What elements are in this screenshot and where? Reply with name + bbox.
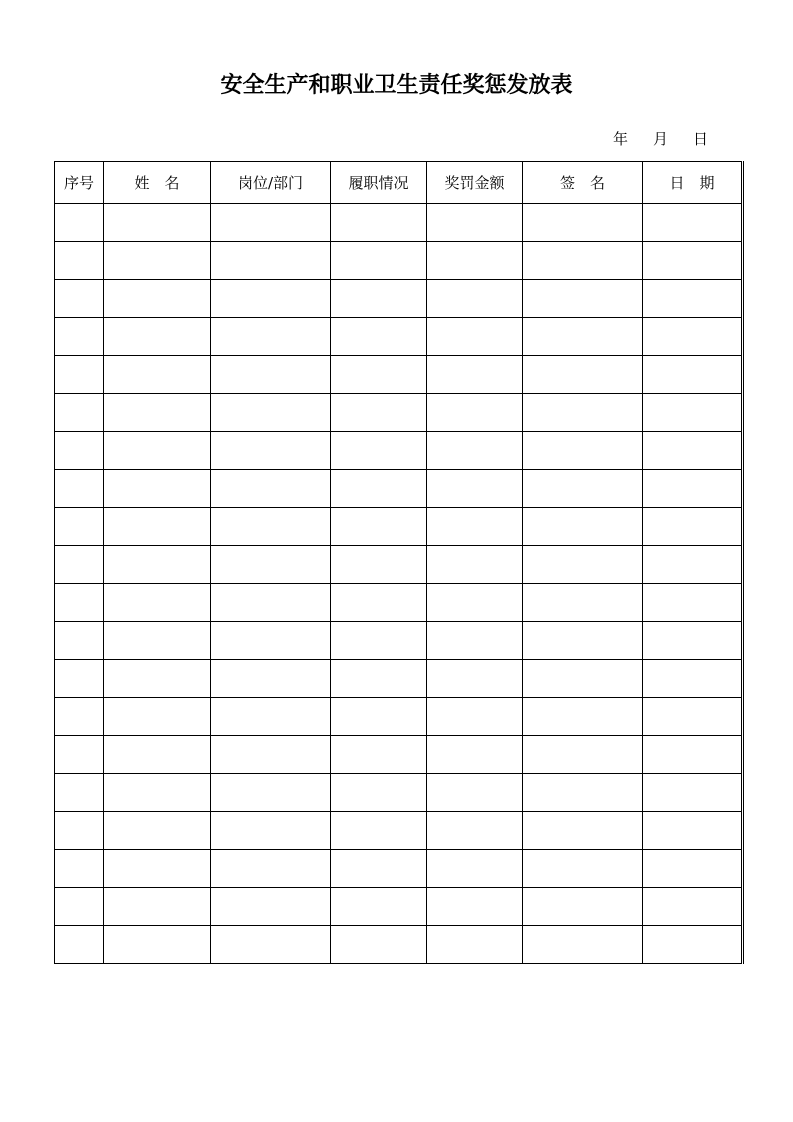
date-cell[interactable] xyxy=(643,622,743,660)
name-cell[interactable] xyxy=(104,508,211,546)
name-cell[interactable] xyxy=(104,584,211,622)
signature-cell[interactable] xyxy=(523,432,643,470)
signature-cell[interactable] xyxy=(523,394,643,432)
header-duty-performance: 履职情况 xyxy=(331,162,427,204)
serial-number-cell[interactable] xyxy=(55,204,104,242)
duty-performance-cell[interactable] xyxy=(331,204,427,242)
table-row xyxy=(55,774,743,812)
position-department-cell[interactable] xyxy=(211,926,331,964)
serial-number-cell[interactable] xyxy=(55,736,104,774)
name-cell[interactable] xyxy=(104,356,211,394)
amount-cell[interactable] xyxy=(427,280,523,318)
table-row xyxy=(55,888,743,926)
amount-cell[interactable] xyxy=(427,508,523,546)
table-row xyxy=(55,584,743,622)
name-cell[interactable] xyxy=(104,470,211,508)
date-month-label: 月 xyxy=(653,130,669,148)
signature-cell[interactable] xyxy=(523,698,643,736)
signature-cell[interactable] xyxy=(523,736,643,774)
duty-performance-cell[interactable] xyxy=(331,546,427,584)
name-cell[interactable] xyxy=(104,926,211,964)
position-department-cell[interactable] xyxy=(211,470,331,508)
signature-cell[interactable] xyxy=(523,926,643,964)
position-department-cell[interactable] xyxy=(211,698,331,736)
signature-cell[interactable] xyxy=(523,280,643,318)
table-header-row xyxy=(55,162,743,204)
position-department-cell[interactable] xyxy=(211,622,331,660)
duty-performance-cell[interactable] xyxy=(331,736,427,774)
duty-performance-cell[interactable] xyxy=(331,242,427,280)
duty-performance-cell[interactable] xyxy=(331,394,427,432)
table-row xyxy=(55,508,743,546)
duty-performance-cell[interactable] xyxy=(331,318,427,356)
position-department-cell[interactable] xyxy=(211,812,331,850)
table-row xyxy=(55,926,743,964)
position-department-cell[interactable] xyxy=(211,584,331,622)
amount-cell[interactable] xyxy=(427,622,523,660)
name-cell[interactable] xyxy=(104,622,211,660)
table-row xyxy=(55,698,743,736)
amount-cell[interactable] xyxy=(427,812,523,850)
amount-cell[interactable] xyxy=(427,470,523,508)
date-cell[interactable] xyxy=(643,470,743,508)
date-year-label: 年 xyxy=(613,130,629,148)
date-cell[interactable] xyxy=(643,736,743,774)
date-cell[interactable] xyxy=(643,432,743,470)
position-department-cell[interactable] xyxy=(211,508,331,546)
serial-number-cell[interactable] xyxy=(55,356,104,394)
amount-cell[interactable] xyxy=(427,584,523,622)
header-reward-penalty-amount: 奖罚金额 xyxy=(427,162,523,204)
serial-number-cell[interactable] xyxy=(55,584,104,622)
table-row xyxy=(55,242,743,280)
signature-cell[interactable] xyxy=(523,622,643,660)
date-cell[interactable] xyxy=(643,850,743,888)
amount-cell[interactable] xyxy=(427,850,523,888)
table-row xyxy=(55,318,743,356)
reward-penalty-table xyxy=(54,161,744,964)
signature-cell[interactable] xyxy=(523,850,643,888)
position-department-cell[interactable] xyxy=(211,660,331,698)
position-department-cell[interactable] xyxy=(211,280,331,318)
duty-performance-cell[interactable] xyxy=(331,812,427,850)
position-department-cell[interactable] xyxy=(211,546,331,584)
serial-number-cell[interactable] xyxy=(55,812,104,850)
header-name: 姓 名 xyxy=(104,162,211,204)
duty-performance-cell[interactable] xyxy=(331,622,427,660)
signature-cell[interactable] xyxy=(523,812,643,850)
table-row xyxy=(55,470,743,508)
duty-performance-cell[interactable] xyxy=(331,660,427,698)
serial-number-cell[interactable] xyxy=(55,318,104,356)
name-cell[interactable] xyxy=(104,546,211,584)
document-title: 安全生产和职业卫生责任奖惩发放表 xyxy=(220,73,573,98)
serial-number-cell[interactable] xyxy=(55,888,104,926)
name-cell[interactable] xyxy=(104,850,211,888)
date-cell[interactable] xyxy=(643,242,743,280)
position-department-cell[interactable] xyxy=(211,774,331,812)
amount-cell[interactable] xyxy=(427,546,523,584)
serial-number-cell[interactable] xyxy=(55,774,104,812)
serial-number-cell[interactable] xyxy=(55,850,104,888)
position-department-cell[interactable] xyxy=(211,204,331,242)
table-row xyxy=(55,812,743,850)
table-row xyxy=(55,204,743,242)
serial-number-cell[interactable] xyxy=(55,660,104,698)
header-date: 日 期 xyxy=(643,162,743,204)
duty-performance-cell[interactable] xyxy=(331,584,427,622)
position-department-cell[interactable] xyxy=(211,318,331,356)
serial-number-cell[interactable] xyxy=(55,622,104,660)
date-cell[interactable] xyxy=(643,698,743,736)
amount-cell[interactable] xyxy=(427,888,523,926)
amount-cell[interactable] xyxy=(427,242,523,280)
amount-cell[interactable] xyxy=(427,774,523,812)
duty-performance-cell[interactable] xyxy=(331,432,427,470)
serial-number-cell[interactable] xyxy=(55,926,104,964)
position-department-cell[interactable] xyxy=(211,736,331,774)
position-department-cell[interactable] xyxy=(211,850,331,888)
date-cell[interactable] xyxy=(643,660,743,698)
signature-cell[interactable] xyxy=(523,318,643,356)
duty-performance-cell[interactable] xyxy=(331,470,427,508)
position-department-cell[interactable] xyxy=(211,242,331,280)
table-row xyxy=(55,432,743,470)
name-cell[interactable] xyxy=(104,204,211,242)
duty-performance-cell[interactable] xyxy=(331,888,427,926)
name-cell[interactable] xyxy=(104,394,211,432)
serial-number-cell[interactable] xyxy=(55,432,104,470)
serial-number-cell[interactable] xyxy=(55,470,104,508)
amount-cell[interactable] xyxy=(427,356,523,394)
date-cell[interactable] xyxy=(643,546,743,584)
date-cell[interactable] xyxy=(643,318,743,356)
signature-cell[interactable] xyxy=(523,470,643,508)
header-signature: 签 名 xyxy=(523,162,643,204)
table-row xyxy=(55,660,743,698)
table-body xyxy=(55,204,743,964)
serial-number-cell[interactable] xyxy=(55,394,104,432)
name-cell[interactable] xyxy=(104,888,211,926)
name-cell[interactable] xyxy=(104,318,211,356)
amount-cell[interactable] xyxy=(427,926,523,964)
date-line xyxy=(613,128,708,149)
duty-performance-cell[interactable] xyxy=(331,698,427,736)
name-cell[interactable] xyxy=(104,736,211,774)
date-cell[interactable] xyxy=(643,204,743,242)
signature-cell[interactable] xyxy=(523,204,643,242)
date-cell[interactable] xyxy=(643,774,743,812)
name-cell[interactable] xyxy=(104,660,211,698)
name-cell[interactable] xyxy=(104,242,211,280)
date-day-label: 日 xyxy=(693,130,709,148)
serial-number-cell[interactable] xyxy=(55,280,104,318)
serial-number-cell[interactable] xyxy=(55,546,104,584)
signature-cell[interactable] xyxy=(523,242,643,280)
header-position-department: 岗位/部门 xyxy=(211,162,331,204)
signature-cell[interactable] xyxy=(523,660,643,698)
name-cell[interactable] xyxy=(104,432,211,470)
position-department-cell[interactable] xyxy=(211,356,331,394)
duty-performance-cell[interactable] xyxy=(331,280,427,318)
date-cell[interactable] xyxy=(643,356,743,394)
amount-cell[interactable] xyxy=(427,204,523,242)
amount-cell[interactable] xyxy=(427,736,523,774)
signature-cell[interactable] xyxy=(523,888,643,926)
date-cell[interactable] xyxy=(643,394,743,432)
table-row xyxy=(55,622,743,660)
serial-number-cell[interactable] xyxy=(55,698,104,736)
table-row xyxy=(55,850,743,888)
table-row xyxy=(55,736,743,774)
signature-cell[interactable] xyxy=(523,774,643,812)
date-cell[interactable] xyxy=(643,812,743,850)
name-cell[interactable] xyxy=(104,698,211,736)
duty-performance-cell[interactable] xyxy=(331,850,427,888)
date-cell[interactable] xyxy=(643,508,743,546)
duty-performance-cell[interactable] xyxy=(331,356,427,394)
header-serial-number: 序号 xyxy=(55,162,104,204)
position-department-cell[interactable] xyxy=(211,394,331,432)
date-cell[interactable] xyxy=(643,926,743,964)
serial-number-cell[interactable] xyxy=(55,508,104,546)
amount-cell[interactable] xyxy=(427,698,523,736)
duty-performance-cell[interactable] xyxy=(331,508,427,546)
signature-cell[interactable] xyxy=(523,584,643,622)
position-department-cell[interactable] xyxy=(211,432,331,470)
signature-cell[interactable] xyxy=(523,546,643,584)
amount-cell[interactable] xyxy=(427,432,523,470)
position-department-cell[interactable] xyxy=(211,888,331,926)
duty-performance-cell[interactable] xyxy=(331,926,427,964)
table-row xyxy=(55,280,743,318)
name-cell[interactable] xyxy=(104,280,211,318)
table-row xyxy=(55,546,743,584)
table-row xyxy=(55,356,743,394)
duty-performance-cell[interactable] xyxy=(331,774,427,812)
table-row xyxy=(55,394,743,432)
name-cell[interactable] xyxy=(104,812,211,850)
serial-number-cell[interactable] xyxy=(55,242,104,280)
signature-cell[interactable] xyxy=(523,508,643,546)
amount-cell[interactable] xyxy=(427,394,523,432)
date-cell[interactable] xyxy=(643,888,743,926)
date-cell[interactable] xyxy=(643,280,743,318)
amount-cell[interactable] xyxy=(427,318,523,356)
name-cell[interactable] xyxy=(104,774,211,812)
date-cell[interactable] xyxy=(643,584,743,622)
signature-cell[interactable] xyxy=(523,356,643,394)
amount-cell[interactable] xyxy=(427,660,523,698)
